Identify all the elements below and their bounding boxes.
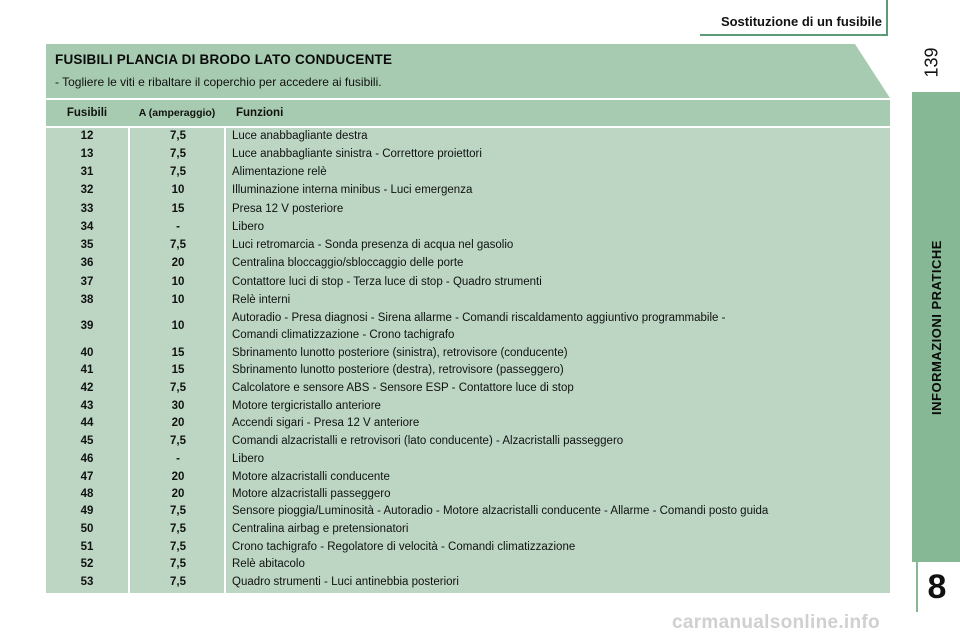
- fuse-number: 45: [80, 435, 94, 447]
- fuse-number: 33: [80, 203, 94, 215]
- fuse-number: 35: [80, 239, 94, 251]
- chapter-number: 8: [916, 560, 956, 612]
- fuse-number: 13: [80, 148, 94, 160]
- fuse-number: 39: [80, 320, 94, 332]
- fuse-amperage: 7,5: [170, 166, 186, 178]
- fuse-amperage: 20: [171, 417, 185, 429]
- fuse-number: 43: [80, 400, 94, 412]
- fuse-amperage: 7,5: [170, 382, 186, 394]
- panel-title: FUSIBILI PLANCIA DI BRODO LATO CONDUCENTE: [55, 52, 393, 67]
- fuse-function: Sbrinamento lunotto posteriore (sinistra), retrovisore (conducente): [232, 347, 568, 359]
- fuse-number: 48: [80, 488, 94, 500]
- fuse-function: Luci retromarcia - Sonda presenza di acqua nel gasolio: [232, 239, 514, 251]
- fuse-function: Presa 12 V posteriore: [232, 203, 344, 215]
- fuse-number: 12: [80, 130, 94, 142]
- chapter-side-tab-label: [912, 92, 960, 562]
- fuse-function: Alimentazione relè: [232, 166, 327, 178]
- fuse-amperage: 15: [171, 347, 185, 359]
- fuse-number: 31: [80, 166, 94, 178]
- section-title: Sostituzione di un fusibile: [720, 14, 882, 29]
- chapter-title: INFORMAZIONI PRATICHE: [928, 239, 944, 415]
- fuse-amperage: 20: [171, 488, 185, 500]
- fuse-amperage: -: [176, 221, 180, 233]
- fuse-number: 44: [80, 417, 94, 429]
- fuse-function: Sensore pioggia/Luminosità - Autoradio - Motore alzacristalli conducente - Allarme - Comandi posto guida: [232, 505, 769, 517]
- panel-description: - Togliere le viti e ribaltare il coperchio per accedere ai fusibili.: [55, 75, 382, 89]
- fuse-function: Calcolatore e sensore ABS - Sensore ESP - Contattore luce di stop: [232, 382, 574, 394]
- fuse-function: Accendi sigari - Presa 12 V anteriore: [232, 417, 420, 429]
- fuse-function: Relè abitacolo: [232, 558, 305, 570]
- fuse-amperage: -: [176, 453, 180, 465]
- fuse-amperage: 7,5: [170, 148, 186, 160]
- fuse-number: 42: [80, 382, 94, 394]
- fuse-number: 37: [80, 276, 94, 288]
- fuse-function: Centralina bloccaggio/sbloccaggio delle porte: [232, 257, 464, 269]
- fuse-amperage: 7,5: [170, 505, 186, 517]
- page-number: [912, 40, 952, 84]
- watermark: carmanualsonline.info: [672, 612, 880, 633]
- fuse-amperage: 7,5: [170, 541, 186, 553]
- fuse-number: 32: [80, 184, 94, 196]
- fuse-amperage: 7,5: [170, 576, 186, 588]
- fuse-number: 38: [80, 294, 94, 306]
- fuse-amperage: 7,5: [170, 239, 186, 251]
- fuse-number: 49: [80, 505, 94, 517]
- fuse-amperage: 20: [171, 471, 185, 483]
- fuse-function: Motore alzacristalli conducente: [232, 471, 390, 483]
- fuse-function: Sbrinamento lunotto posteriore (destra), retrovisore (passeggero): [232, 364, 564, 376]
- fuse-function: Crono tachigrafo - Regolatore di velocità - Comandi climatizzazione: [232, 541, 576, 553]
- fuse-function: Autoradio - Presa diagnosi - Sirena allarme - Comandi riscaldamento aggiuntivo programmabile -: [232, 312, 726, 324]
- header-tick: [886, 0, 888, 36]
- fuse-number: 41: [80, 364, 94, 376]
- fuse-function: Motore tergicristallo anteriore: [232, 400, 381, 412]
- fuse-function: Luce anabbagliante destra: [232, 130, 368, 142]
- fuse-number: 34: [80, 221, 94, 233]
- column-header-fuse: Fusibili: [66, 107, 108, 119]
- fuse-function: Motore alzacristalli passeggero: [232, 488, 391, 500]
- fuse-function: Centralina airbag e pretensionatori: [232, 523, 409, 535]
- fuse-amperage: 15: [171, 364, 185, 376]
- fuse-function: Libero: [232, 453, 264, 465]
- fuse-amperage: 15: [171, 203, 185, 215]
- fuse-number: 50: [80, 523, 94, 535]
- fuse-number: 40: [80, 347, 94, 359]
- column-header-function: Funzioni: [236, 107, 284, 119]
- fuse-function: Luce anabbagliante sinistra - Correttore proiettori: [232, 148, 482, 160]
- fuse-number: 46: [80, 453, 94, 465]
- fuse-amperage: 7,5: [170, 435, 186, 447]
- page-number-text: 139: [921, 46, 942, 78]
- fuse-number: 53: [80, 576, 94, 588]
- fuse-amperage: 10: [171, 294, 185, 306]
- column-header-amperage: A (amperaggio): [138, 107, 216, 119]
- fuse-amperage: 7,5: [170, 130, 186, 142]
- fuse-function: Illuminazione interna minibus - Luci emergenza: [232, 184, 473, 196]
- fuse-function: Quadro strumenti - Luci antinebbia posteriori: [232, 576, 459, 588]
- fuse-function-continued: Comandi climatizzazione - Crono tachigrafo: [232, 329, 455, 341]
- fuse-amperage: 30: [171, 400, 185, 412]
- fuse-amperage: 10: [171, 184, 185, 196]
- fuse-function: Relè interni: [232, 294, 291, 306]
- fuse-function: Contattore luci di stop - Terza luce di stop - Quadro strumenti: [232, 276, 542, 288]
- fuse-number: 47: [80, 471, 94, 483]
- fuse-amperage: 10: [171, 320, 185, 332]
- fuse-function: Libero: [232, 221, 264, 233]
- fuse-number: 51: [80, 541, 94, 553]
- fuse-amperage: 7,5: [170, 558, 186, 570]
- fuse-amperage: 7,5: [170, 523, 186, 535]
- fuse-number: 52: [80, 558, 94, 570]
- fuse-function: Comandi alzacristalli e retrovisori (lato conducente) - Alzacristalli passeggero: [232, 435, 624, 447]
- fuse-amperage: 10: [171, 276, 185, 288]
- fuse-amperage: 20: [171, 257, 185, 269]
- header-rule: [700, 34, 888, 36]
- fuse-number: 36: [80, 257, 94, 269]
